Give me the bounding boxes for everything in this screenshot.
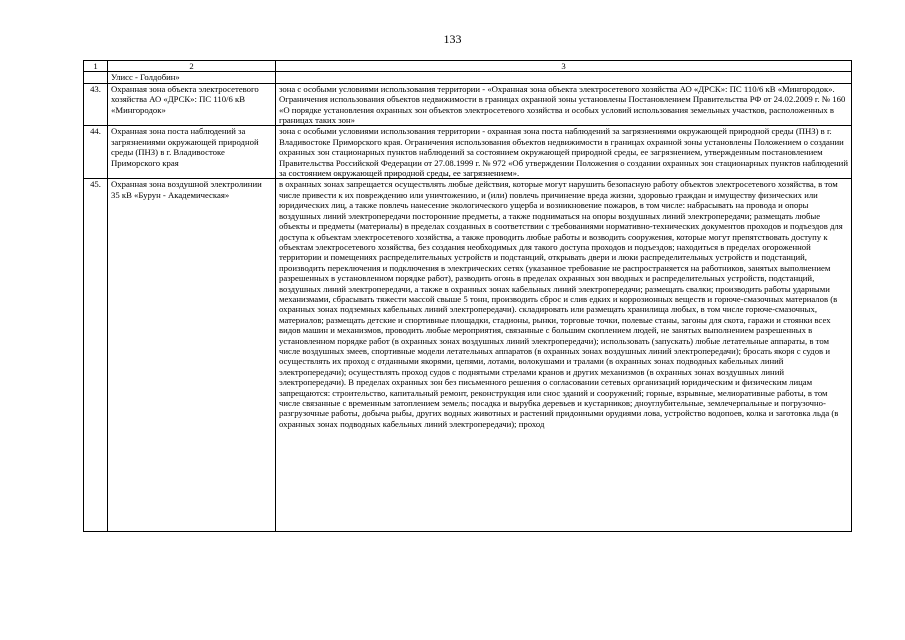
table-row	[84, 126, 852, 179]
header-cell: 2	[108, 61, 276, 72]
zone-name-cell: Охранная зона объекта электросетевого хозяйства АО «ДРСК»: ПС 110/6 кВ «Мингородок»	[108, 83, 276, 126]
page-number: 133	[443, 32, 462, 46]
zone-description-cell	[276, 72, 852, 83]
zone-description-cell: зона с особыми условиями использования территории - «Охранная зона объекта электросетевого хозяйства АО «ДРСК»: ПС 110/6 кВ «Мингородок». Ограничения использования объектов недвижимости в границах охранной зоны установлены Постановлением Правительства РФ от 24.02.2009 г. № 160 «О порядке установления охранных зон объектов электросетевого хозяйства и особых условий использования земельных участков, расположенных в границах таких зон»	[276, 83, 852, 126]
table-row	[84, 179, 852, 532]
zone-name-cell: Охранная зона поста наблюдений за загрязнениями окружающей природной среды (ПНЗ) в г. Владивостоке Приморского края	[108, 126, 276, 179]
zone-name-cell: Улисс - Голдобин»	[108, 72, 276, 83]
zone-description-cell	[276, 179, 852, 532]
table-header-row	[84, 61, 852, 72]
table-row	[84, 83, 852, 126]
row-number-cell: 44.	[84, 126, 108, 179]
zone-description-cell: зона с особыми условиями использования территории - охранная зона поста наблюдений за загрязнениями окружающей природной среды (ПНЗ) в г. Владивостоке Приморского края. Ограничения использования объектов недвижимости в границах охранной зоны установлены Положением о создании охранных зон стационарных пунктов наблюдений за состоянием окружающей природной среды, ее загрязнением, утвержденным постановлением Правительства Российской Федерации от 27.08.1999 г. № 972 «Об утверждении Положения о создании охранных зон стационарных пунктов наблюдений за состоянием окружающей природной среды, ее загрязнением».	[276, 126, 852, 179]
row-number-cell: 45.	[84, 179, 108, 532]
zone-name-cell: Охранная зона воздушной электролинии 35 кВ «Бурун - Академическая»	[108, 179, 276, 532]
table-row-continuation	[84, 72, 852, 83]
restrictions-table	[83, 60, 852, 532]
row-number-cell: 43.	[84, 83, 108, 126]
header-cell: 1	[84, 61, 108, 72]
row-number-cell	[84, 72, 108, 83]
header-cell: 3	[276, 61, 852, 72]
zone-description-text: в охранных зонах запрещается осуществлять любые действия, которые могут нарушить безопасную работу объектов электросетевого хозяйства, в том числе привести к их повреждению или уничтожению, и (или) повлечь причинение вреда жизни, здоровью граждан и имуществу физических или юридических лиц, а также повлечь нанесение экологического ущерба и возникновение пожаров, в том числе: набрасывать на провода и опоры воздушных линий электропередачи посторонние предметы, а также подниматься на опоры воздушных линий электропередачи; размещать любые объекты и предметы (материалы) в пределах созданных в соответствии с требованиями нормативно-технических документов проходов и подъездов для доступа к объектам электросетевого хозяйства, а также проводить любые работы и возводить сооружения, которые могут препятствовать доступу к объектам электросетевого хозяйства, без создания необходимых для такого доступа проходов и подъездов; находиться в пределах огороженной территории и помещениях распределительных устройств и подстанций, открывать двери и люки распределительных устройств и подстанций, производить переключения и подключения в электрических сетях (указанное требование не распространяется на работников, занятых выполнением разрешенных в установленном порядке работ), разводить огонь в пределах охранных зон вводных и распределительных устройств, подстанций, воздушных линий электропередачи, а также в охранных зонах кабельных линий электропередачи; размещать свалки; производить работы ударными механизмами, сбрасывать тяжести массой свыше 5 тонн, производить сброс и слив едких и коррозионных веществ и горюче-смазочных материалов (в охранных зонах подземных кабельных линий электропередачи). складировать или размещать хранилища любых, в том числе горюче-смазочных, материалов; размещать детские и спортивные площадки, стадионы, рынки, торговые точки, полевые станы, загоны для скота, гаражи и стоянки всех видов машин и механизмов, проводить любые мероприятия, связанные с большим скоплением людей, не занятых выполнением разрешенных в установленном порядке работ (в охранных зонах воздушных линий электропередачи); использовать (запускать) любые летательные аппараты, в том числе воздушных змеев, спортивные модели летательных аппаратов (в охранных зонах воздушных линий электропередачи); бросать якоря с судов и осуществлять их проход с отданными якорями, цепями, лотами, волокушами и тралами (в охранных зонах подводных кабельных линий электропередачи); осуществлять проход судов с поднятыми стрелами кранов и других механизмов (в охранных зонах воздушных линий электропередачи). В пределах охранных зон без письменного решения о согласовании сетевых организаций юридическим и физическим лицам запрещаются: строительство, капитальный ремонт, реконструкция или снос зданий и сооружений; горные, взрывные, мелиоративные работы, в том числе связанные с временным затоплением земель; посадка и вырубка деревьев и кустарников; дноуглубительные, землечерпальные и погрузочно-разгрузочные работы, добыча рыбы, других водных животных и растений придонными орудиями лова, устройство водопоев, колка и заготовка льда (в охранных зонах подводных кабельных линий электропередачи); проход	[279, 179, 843, 429]
